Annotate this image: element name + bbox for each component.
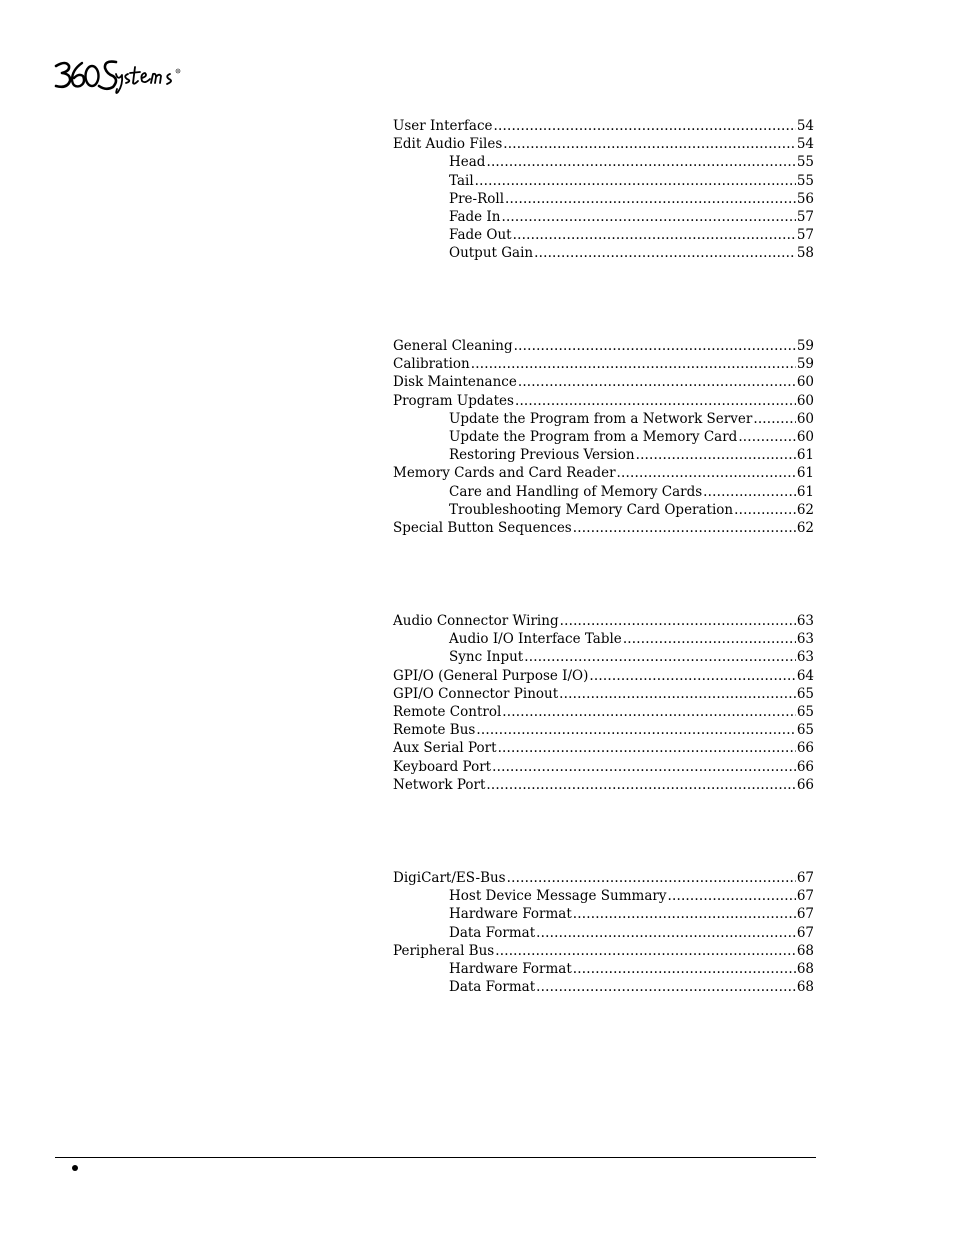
toc-dot-leader [502,703,796,721]
footer-rule [55,1157,816,1158]
toc-entry-page: 55 [796,154,814,171]
toc-entry-title: Data Format [449,924,536,941]
toc-entry-title: GPI/O Connector Pinout [393,685,559,702]
toc-dot-leader [623,630,796,648]
toc-entry-title: Peripheral Bus [393,942,495,959]
toc-group-4 [393,869,814,996]
toc-entry-title: User Interface [393,118,493,134]
toc-entry-title: Head [449,154,486,171]
toc-entry[interactable] [393,446,814,464]
toc-entry-title: Output Gain [449,245,534,262]
toc-dot-leader [513,226,796,244]
toc-entry-page: 56 [796,190,814,207]
toc-entry-title: Fade In [449,208,501,225]
toc-entry-page: 57 [796,208,814,225]
toc-entry[interactable] [393,428,814,446]
toc-entry[interactable] [393,869,814,887]
toc-dot-leader [498,739,796,757]
toc-entry-title: Data Format [449,979,536,996]
toc-entry[interactable] [393,703,814,721]
toc-entry-page: 58 [796,245,814,262]
toc-entry[interactable] [393,667,814,685]
toc-entry[interactable] [393,135,814,153]
toc-entry-page: 68 [796,979,814,996]
toc-entry-page: 67 [796,888,814,905]
toc-entry-page: 67 [796,906,814,923]
toc-dot-leader [524,648,796,666]
toc-entry[interactable] [393,464,814,482]
toc-dot-leader [471,355,796,373]
toc-entry-title: Restoring Previous Version [449,447,635,464]
toc-entry-title: Sync Input [449,649,524,666]
toc-entry-page: 55 [796,172,814,189]
toc-entry-page: 60 [796,428,814,445]
toc-entry-page: 61 [796,447,814,464]
toc-entry[interactable] [393,685,814,703]
toc-entry[interactable] [393,208,814,226]
toc-entry[interactable] [393,483,814,501]
toc-entry-title: Fade Out [449,227,512,244]
toc-dot-leader [573,519,796,537]
toc-entry-page: 64 [796,667,814,684]
toc-dot-leader [494,117,796,135]
toc-entry[interactable] [393,978,814,996]
toc-entry-title: GPI/O (General Purpose I/O) [393,667,589,684]
toc-entry[interactable] [393,960,814,978]
toc-entry[interactable] [393,190,814,208]
toc-dot-leader [534,244,796,262]
toc-entry-title: Update the Program from a Network Server [449,410,753,427]
toc-dot-leader [559,685,796,703]
toc-entry[interactable] [393,721,814,739]
toc-entry-page: 67 [796,870,814,886]
toc-entry[interactable] [393,648,814,666]
toc-group-2 [393,337,814,537]
toc-entry[interactable] [393,392,814,410]
toc-entry-title: DigiCart/ES-Bus [393,870,506,886]
toc-entry[interactable] [393,924,814,942]
toc-dot-leader [486,776,795,794]
toc-entry-title: Care and Handling of Memory Cards [449,483,703,500]
toc-entry[interactable] [393,410,814,428]
toc-entry[interactable] [393,501,814,519]
toc-entry-title: Special Button Sequences [393,519,572,536]
toc-group-3 [393,612,814,794]
toc-entry[interactable] [393,612,814,630]
toc-entry-title: Remote Bus [393,722,476,739]
toc-entry-page: 54 [796,118,814,134]
toc-entry[interactable] [393,887,814,905]
toc-entry[interactable] [393,758,814,776]
toc-entry-title: Hardware Format [449,960,572,977]
toc-entry-page: 62 [796,501,814,518]
toc-entry[interactable] [393,739,814,757]
toc-entry-title: Host Device Message Summary [449,888,667,905]
toc-dot-leader [475,172,796,190]
toc-entry-page: 57 [796,227,814,244]
toc-entry-title: General Cleaning [393,338,513,354]
toc-dot-leader [734,501,796,519]
toc-entry-title: Hardware Format [449,906,572,923]
toc-entry-page: 59 [796,338,814,354]
toc-entry-title: Aux Serial Port [393,740,497,757]
360-systems-logo-icon [52,54,182,96]
toc-entry-page: 62 [796,519,814,536]
toc-dot-leader [514,337,796,355]
toc-dot-leader [495,942,796,960]
toc-entry-title: Calibration [393,356,470,373]
toc-entry-title: Audio I/O Interface Table [449,631,622,648]
bullet-icon [72,1165,78,1171]
toc-entry-page: 66 [796,740,814,757]
toc-entry[interactable] [393,244,814,262]
toc-dot-leader [703,483,796,501]
toc-entry-page: 63 [796,631,814,648]
toc-entry[interactable] [393,519,814,537]
toc-entry-title: Pre-Roll [449,190,505,207]
toc-dot-leader [636,446,796,464]
toc-entry-page: 61 [796,465,814,482]
toc-dot-leader [486,153,795,171]
toc-dot-leader [536,978,796,996]
toc-entry[interactable] [393,153,814,171]
toc-entry-page: 65 [796,703,814,720]
toc-dot-leader [507,869,796,887]
toc-dot-leader [536,924,796,942]
toc-entry-title: Edit Audio Files [393,136,503,153]
toc-entry-page: 66 [796,758,814,775]
toc-dot-leader [515,392,796,410]
toc-entry[interactable] [393,942,814,960]
toc-dot-leader [518,373,796,391]
toc-entry-title: Update the Program from a Memory Card [449,428,738,445]
toc-entry[interactable] [393,117,814,135]
toc-entry-page: 59 [796,356,814,373]
toc-entry-page: 61 [796,483,814,500]
toc-entry-page: 65 [796,685,814,702]
toc-group-1 [393,117,814,263]
toc-entry-page: 63 [796,613,814,629]
toc-dot-leader [667,887,795,905]
toc-entry-title: Program Updates [393,392,514,409]
toc-entry[interactable] [393,776,814,794]
toc-entry[interactable] [393,337,814,355]
toc-dot-leader [617,464,796,482]
toc-entry-title: Keyboard Port [393,758,492,775]
toc-dot-leader [505,190,796,208]
toc-entry-page: 65 [796,722,814,739]
toc-entry-page: 60 [796,392,814,409]
toc-entry[interactable] [393,373,814,391]
toc-entry-page: 68 [796,942,814,959]
toc-entry-title: Network Port [393,776,486,793]
toc-entry[interactable] [393,630,814,648]
toc-entry-title: Audio Connector Wiring [393,613,559,629]
toc-entry-page: 68 [796,960,814,977]
toc-entry-page: 60 [796,374,814,391]
toc-dot-leader [501,208,795,226]
toc-entry-page: 54 [796,136,814,153]
svg-text:R: R [177,69,180,74]
toc-dot-leader [503,135,796,153]
toc-entry-title: Troubleshooting Memory Card Operation [449,501,734,518]
toc-dot-leader [573,960,796,978]
toc-entry-title: Tail [449,172,474,189]
toc-entry-page: 67 [796,924,814,941]
toc-dot-leader [476,721,795,739]
toc-entry-title: Disk Maintenance [393,374,517,391]
toc-entry[interactable] [393,172,814,190]
toc-entry-title: Remote Control [393,703,502,720]
toc-dot-leader [738,428,796,446]
toc-dot-leader [492,758,796,776]
toc-dot-leader [589,667,795,685]
toc-entry[interactable] [393,355,814,373]
toc-entry[interactable] [393,226,814,244]
toc-entry-title: Memory Cards and Card Reader [393,465,616,482]
toc-entry-page: 60 [796,410,814,427]
toc-dot-leader [560,612,796,630]
toc-entry-page: 66 [796,776,814,793]
toc-entry-page: 63 [796,649,814,666]
toc-dot-leader [573,905,796,923]
toc-dot-leader [753,410,795,428]
toc-entry[interactable] [393,905,814,923]
